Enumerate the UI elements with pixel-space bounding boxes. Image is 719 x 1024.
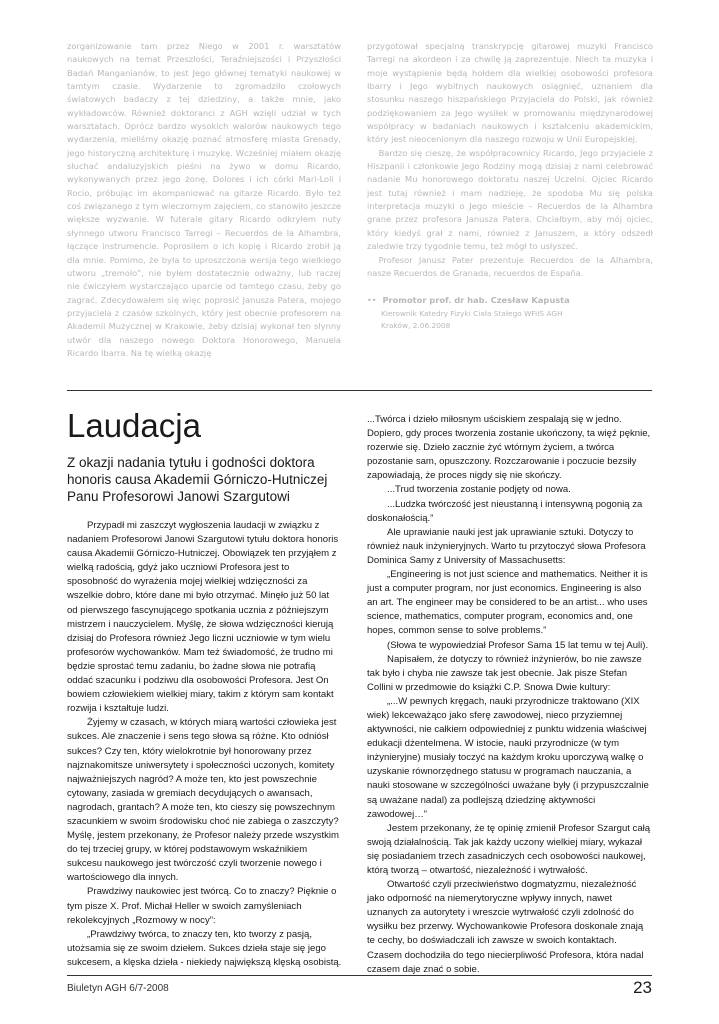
article-paragraph: „Engineering is not just science and mathematics. Neither it is just a computer program, nor just economics. Engineering is also an art. The engineer may be considered to be an artist... who uses science, mathematics, computer program, economics and, one hopes, common sense to solve problems.” bbox=[367, 569, 648, 637]
article-paragraph: (Słowa te wypowiedział Profesor Sama 15 lat temu w tej Auli). bbox=[387, 639, 649, 651]
article-column-right bbox=[367, 413, 652, 977]
article-subtitle: Z okazji nadania tytułu i godności doktora honoris causa Akademii Górniczo-Hutniczej Panu Profesorowi Janowi Szargutowi bbox=[67, 455, 328, 504]
faded-previous-article-left bbox=[67, 40, 341, 360]
faded-signature bbox=[367, 294, 653, 307]
signature-marker-icon: •• bbox=[367, 296, 377, 306]
journal-issue: Biuletyn AGH 6/7-2008 bbox=[67, 983, 169, 994]
article-paragraph: Napisałem, że dotyczy to również inżynierów, bo nie zawsze tak było i chyba nie zawsze tak jest obecnie. Jak pisze Stefan Collini w przedmowie do książki C.P. Snowa Dwie kultury: bbox=[367, 653, 642, 693]
article-paragraph: „...W pewnych kręgach, nauki przyrodnicze traktowano (XIX wiek) lekceważąco jako sferę zawodowej, nieco przyziemnej aktywności, nie całkiem odpowiedniej z punktu widzenia właściwej edukacji dżentelmena. W istocie, nauki przyrodnicze (w tym inżynieryjne) musiały toczyć na każdym kroku uporczywą walkę o uzyskanie równorzędnego statusu w programach nauczania, a nauki stosowane w szczególności uważane były (i przypuszczalnie są uważane nadal) za podlejszą dziedzinę aktywności zawodowej…” bbox=[367, 695, 649, 820]
faded-signature-line: Kierownik Katedry Fizyki Ciała Stałego WFiIS AGH bbox=[381, 308, 563, 318]
article-title: Laudacja bbox=[67, 407, 201, 444]
faded-paragraph: zorganizowanie tam przez Niego w 2001 r. warsztatów naukowych na temat Przeszłości, Teraźniejszości i Przyszłości Badań Manganianów, to jest Jego głównej tematyki naukowej w tamtym czasie. Wydarzenie to zgromadziło czołowych światowych badaczy z tej dziedziny, a także mnie, jako wykładowców. Również doktoranci z AGH wzięli udział w tych warsztatach. Oprócz bardzo wysokich walorów naukowych tego wydarzenia, mieliśmy okazję poznać atmosferę miasta Grenady, jego historyczną architekturę i muzykę. Wcześniej miałem okazję słuchać andaluzyjskich pieśni na żywo w domu Ricardo, wykonywanych przez jego żonę, Dolores i ich córki Mari-Loli i Rocio, próbując im akompaniować na gitarze Ricardo. Było też coś związanego z tym wieczornym zajęciem, co stanowiło jeszcze większe wyzwanie. W futerale gitary Ricardo odkryłem nuty słynnego utworu Francisco Tarregi – Recuerdos de la Alhambra, łączące instrumencie. Poprosiłem o ich kopię i Ricardo zrobił ją dla mnie. Pomimo, że była to uproszczona wersja tego wielkiego utworu „tremolo”, nie byłem dostatecznie odważny, lub raczej nie ćwiczyłem wystarczająco uparcie od tamtego czasu, żeby go zagrać. Zdecydowałem się więc poprosić Janusza Patera, mojego przyjaciela z czasów szkolnych, który jest obecnie profesorem na Akademii Muzycznej w Krakowie, żeby dzisiaj wykonał ten słynny utwór dla naszego nowego Doktora Honorowego, Manuela Ricardo Ibarra. Na tę wielką okazję bbox=[67, 41, 341, 358]
section-divider bbox=[67, 390, 652, 391]
article-paragraph: Ale uprawianie nauki jest jak uprawianie sztuki. Dotyczy to również nauk inżynieryjnych. Warto tu przytoczyć słowa Profesora Dominica Samy z University of Massachusetts: bbox=[367, 526, 646, 566]
faded-paragraph: Bardzo się cieszę, że współpracownicy Ricardo, Jego przyjaciele z Hiszpanii i członkowie Jego Rodziny mogą dzisiaj z nami celebrować nadanie Mu honorowego doktoratu naszej Uczelni. Ojciec Ricardo jest tutaj również i mam nadzieję, że spodoba Mu się polska interpretacja muzyki o Jego mieście – Recuerdos de la Alhambra grane przez profesora Janusza Patera. Chciałbym, aby mój ojciec, który kiedyś grał z nami, również z Januszem, a który odszedł zaledwie trzy tygodnie temu, też mógł to usłyszeć. bbox=[367, 147, 653, 252]
article-paragraph: Żyjemy w czasach, w których miarą wartości człowieka jest sukces. Ale znaczenie i sens tego słowa są różne. Kto odniósł sukces? Czy ten, który wielokrotnie był honorowany przez najznakomitsze uniwersytety i społeczności uczonych, komitety najważniejszych nagród? A może ten, kto jest powszechnie cytowany, zasiada w gremiach decydujących o awansach, nagrodach, grantach? A może ten, kto cieszy się powszechnym szacunkiem w swoim środowisku choć nie zabiega o zaszczyty? Myślę, jestem przekonany, że Profesor należy przede wszystkim do tej trzeciej grupy, w której podstawowym wskaźnikiem sukcesu naukowego jest twórczość czyli tworzenie nowego i wartościowego dla innych. bbox=[67, 717, 340, 884]
article-paragraph: ...Trud tworzenia zostanie podjęty od nowa. bbox=[387, 484, 571, 496]
article-paragraph: ...Ludzka twórczość jest nieustanną i intensywną pogonią za doskonałością.” bbox=[367, 498, 643, 524]
article-paragraph: Prawdziwy naukowiec jest twórcą. Co to znaczy? Pięknie o tym pisze X. Prof. Michał Heller w swoich zamyśleniach rekolekcyjnych „Rozmowy w nocy”: bbox=[67, 886, 337, 926]
article-paragraph: ...Twórca i dzieło miłosnym uściskiem zespalają się w jedno. Dopiero, gdy proces tworzenia zostanie ukończony, ta więź pęknie, rozerwie się. Dzieło zacznie żyć wtórnym życiem, a twórca pozostanie sam, opuszczony. Rozczarowanie i poczucie bezsiły zapowiadają, że proces nigdy się nie skończy. bbox=[367, 414, 651, 482]
footer-divider bbox=[67, 975, 652, 976]
faded-paragraph: Profesor Janusz Pater prezentuje Recuerdos de la Alhambra, nasze Recuerdos de Granada, recuerdos de España. bbox=[367, 254, 653, 278]
article-paragraph: Otwartość czyli przeciwieństwo dogmatyzmu, niezależność jako odporność na niemerytoryczne wpływy innych, nawet uznanych za autorytety i wreszcie wytrwałość czyli zdolność do wysiłku bez przerwy. Wychowankowie Profesora doskonale znają te cechy, bo doświadczali ich zawsze w swoich kontaktach. Czasem dochodziła do tego niecierpliwość Profesora, która nadal czasem daje znać o sobie. bbox=[367, 879, 644, 975]
page-number: 23 bbox=[633, 978, 652, 997]
faded-signature-line: Kraków, 2.06.2008 bbox=[381, 320, 451, 330]
article-paragraph: Jestem przekonany, że tę opinię zmienił Profesor Szargut całą swoją działalnością. Tak jak każdy uczony wielkiej miary, wykazał się posiadaniem trzech zasadniczych cech osobowości naukowej, którą tworzą – otwartość, niezależność i wytrwałość. bbox=[367, 822, 651, 876]
faded-paragraph: przygotował specjalną transkrypcję gitarowej muzyki Francisco Tarregi na akordeon i za chwilę ją zaprezentuje. Niech ta muzyka i moje wystąpienie będą hołdem dla wielkiej osobowości profesora Ibarry i Jego wybitnych naukowych osiągnięć, uznaniem dla stosunku naszego hiszpańskiego Przyjaciela do Polski, jak również podziękowaniem za Jego wysiłek w promowaniu międzynarodowej współpracy w badaniach naukowych i kształceniu akademickim, który jest nieocenionym dla naszego rozwoju w Unii Europejskiej. bbox=[367, 41, 653, 145]
article-paragraph: „Prawdziwy twórca, to znaczy ten, kto tworzy z pasją, utożsamia się ze swoim dziełem. Sukces dzieła staje się jego sukcesem, a klęska dzieła - niekiedy największą klęską osobistą. bbox=[67, 928, 342, 968]
article-column-left bbox=[67, 519, 342, 970]
faded-signature-name: Promotor prof. dr hab. Czesław Kapusta bbox=[382, 295, 570, 306]
article-paragraph: Przypadł mi zaszczyt wygłoszenia laudacji w związku z nadaniem Profesorowi Janowi Szargutowi tytułu doktora honoris causa Akademii Górniczo-Hutniczej. Obowiązek ten przyjąłem z wielką radością, gdyż jako uczniowi Profesora jest to sposobność do wyrażenia mojej wielkiej wdzięczności za wszelkie dobro, które dane mi było otrzymać. Minęło już 50 lat od pierwszego fascynującego spotkania ucznia z późniejszym mistrzem i nauczycielem. Myślę, że słowa wdzięczności kierują dzisiaj do Profesora również Jego liczni uczniowie w tym wielu profesorów wychowanków. Mam też świadomość, że trudno mi będzie sprostać temu zadaniu, bo żadne słowa nie potrafią oddać szacunku i podziwu dla osobowości Profesora. Jest On bowiem człowiekiem wielkiej miary, takim z którym sam kontakt rozwija i kształtuje ludzi. bbox=[67, 520, 339, 715]
faded-previous-article-right bbox=[367, 40, 653, 332]
